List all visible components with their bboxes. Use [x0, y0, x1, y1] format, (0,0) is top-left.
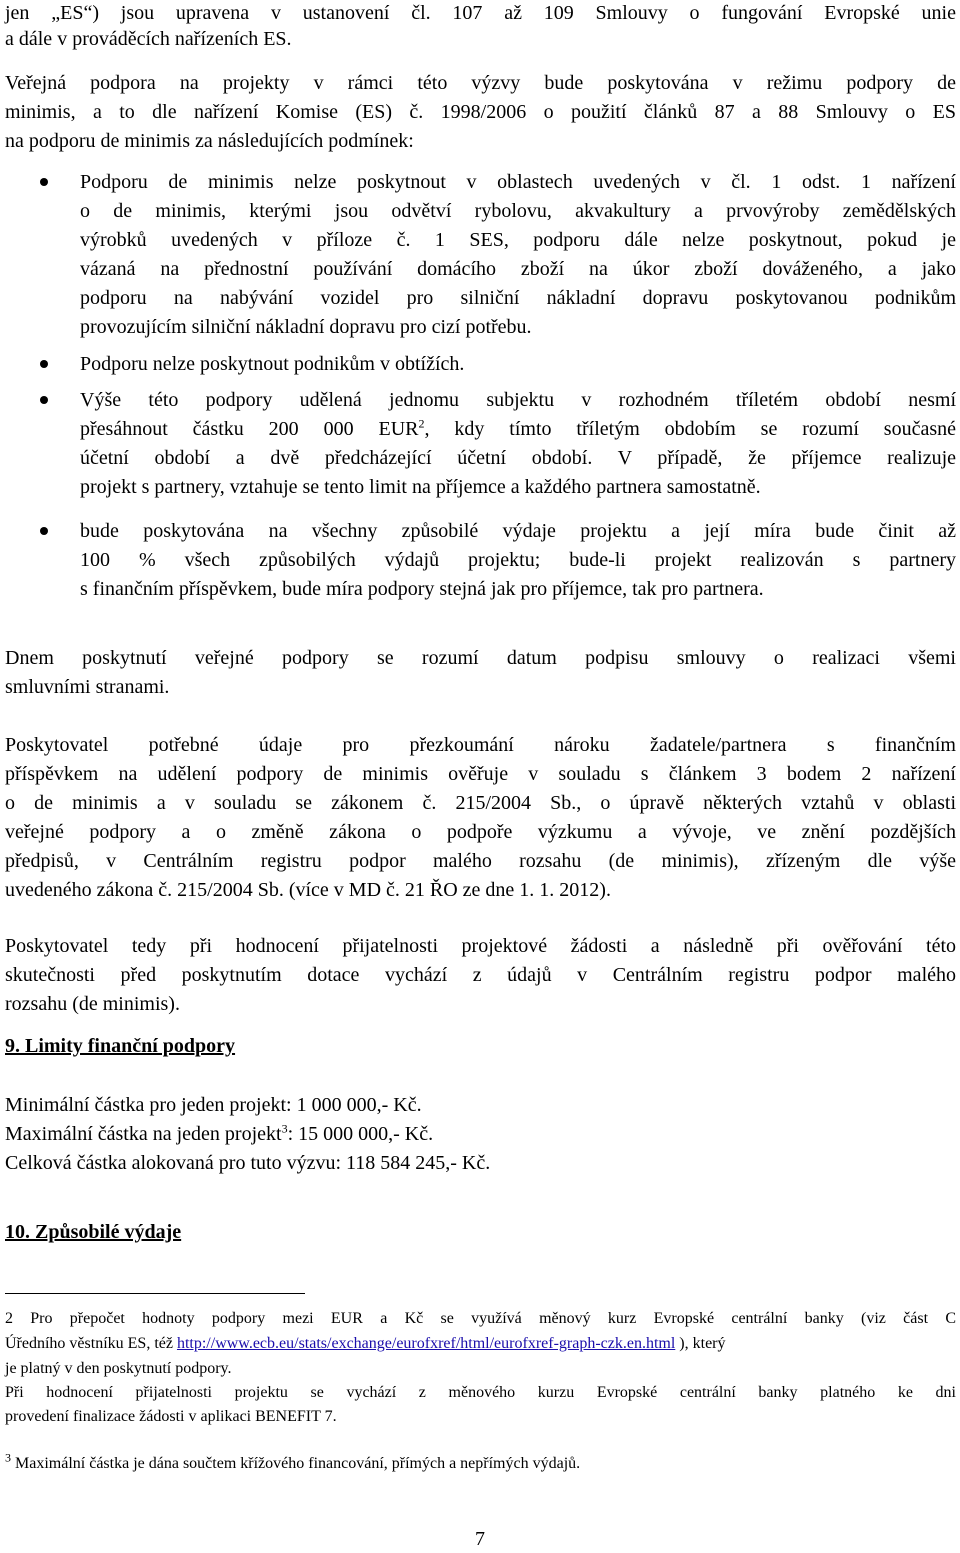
bullet-line: Podporu nelze poskytnout podnikům v obtížích.	[80, 353, 465, 375]
support-line: Veřejná podpora na projekty v rámci této výzvy bude poskytována v režimu podpory de	[5, 72, 956, 94]
bullet-line: bude poskytována na všechny způsobilé výdaje projektu a její míra bude činit až	[80, 520, 956, 542]
intro-line: a dále v prováděcích nařízeních ES.	[5, 28, 292, 50]
footnote-2-line: Při hodnocení přijatelnosti projektu se vychází z měnového kurzu Evropské centrální banky platného ke dni	[5, 1384, 956, 1401]
footnote-ref: 2	[418, 416, 425, 431]
max-amount-value: : 15 000 000,- Kč.	[287, 1123, 434, 1145]
bullet-dot	[40, 360, 48, 368]
min-amount: Minimální částka pro jeden projekt: 1 000 000,- Kč.	[5, 1094, 422, 1116]
bullet-line: Podporu de minimis nelze poskytnout v oblastech uvedených v čl. 1 odst. 1 nařízení	[80, 171, 956, 193]
footnote-text: Úředního věstníku ES, též	[5, 1335, 177, 1352]
max-amount	[5, 1121, 956, 1147]
eval-paragraph-line: Poskytovatel tedy při hodnocení přijatelnosti projektové žádosti a následně při ověřování této	[5, 935, 956, 957]
footnote-3	[5, 1450, 956, 1475]
footnote-separator	[5, 1293, 305, 1294]
date-paragraph-line: smluvními stranami.	[5, 676, 170, 698]
bullet-dot	[40, 527, 48, 535]
bullet-line: projekt s partnery, vztahuje se tento limit na příjemce a každého partnera samostatně.	[80, 476, 761, 498]
bullet-line: výrobků uvedených v příloze č. 1 SES, podporu dále nelze poskytnout, pokud je	[80, 229, 956, 251]
footnote-2-line	[5, 1333, 956, 1355]
support-line: minimis, a to dle nařízení Komise (ES) č. 1998/2006 o použití článků 87 a 88 Smlouvy o ES	[5, 101, 956, 123]
footnote-ref: 3	[281, 1121, 288, 1136]
verify-paragraph-line: veřejné podpory a o změně zákona o podpoře výzkumu a vývoje, ve znění pozdějších	[5, 821, 956, 843]
ecb-exchange-link[interactable]: http://www.ecb.eu/stats/exchange/eurofxref/html/eurofxref-graph-czk.en.html	[176, 1335, 676, 1352]
footnote-2-line: provedení finalizace žádosti v aplikaci BENEFIT 7.	[5, 1408, 337, 1425]
verify-paragraph-line: příspěvkem na udělení podpory de minimis ověřuje v souladu s článkem 3 bodem 2 nařízení	[5, 763, 956, 785]
verify-paragraph-line: uvedeného zákona č. 215/2004 Sb. (více v MD č. 21 ŘO ze dne 1. 1. 2012).	[5, 879, 611, 901]
verify-paragraph-line: o de minimis a v souladu se zákonem č. 215/2004 Sb., o úpravě některých vztahů v oblasti	[5, 792, 956, 814]
footnote-2-line: je platný v den poskytnutí podpory.	[5, 1360, 232, 1377]
bullet-line: podporu na nabývání vozidel pro silniční nákladní dopravu poskytovanou podnikům	[80, 287, 956, 309]
bullet-line: provozujícím silniční nákladní dopravu pro cizí potřebu.	[80, 316, 532, 338]
intro-line: jen „ES“) jsou upravena v ustanovení čl. 107 až 109 Smlouvy o fungování Evropské unie	[5, 2, 956, 24]
footnote-2-line: 2 Pro přepočet hodnoty podpory mezi EUR a Kč se využívá měnový kurz Evropské centrální banky (viz část C	[5, 1310, 956, 1327]
bullet-line: 100 % všech způsobilých výdajů projektu; bude-li projekt realizován s partnery	[80, 549, 956, 571]
section-9-heading: 9. Limity finanční podpory	[5, 1035, 236, 1057]
footnote-text: ), který	[675, 1335, 726, 1352]
date-paragraph-line: Dnem poskytnutí veřejné podpory se rozumí datum podpisu smlouvy o realizaci všemi	[5, 647, 956, 669]
section-10-heading: 10. Způsobilé výdaje	[5, 1221, 182, 1243]
footnote-text: Maximální částka je dána součtem křížového financování, přímých a nepřímých výdajů.	[11, 1455, 581, 1472]
bullet-line	[80, 416, 956, 442]
bullet-dot	[40, 396, 48, 404]
bullet-line: účetní období a dvě předcházející účetní období. V případě, že příjemce realizuje	[80, 447, 956, 469]
bullet-line: Výše této podpory udělená jednomu subjektu v rozhodném tříletém období nesmí	[80, 389, 956, 411]
verify-paragraph-line: Poskytovatel potřebné údaje pro přezkoumání nároku žadatele/partnera s finančním	[5, 734, 956, 756]
max-amount-label: Maximální částka na jeden projekt	[5, 1123, 282, 1145]
bullet-line-text: , kdy tímto tříletým obdobím se rozumí současné	[424, 418, 956, 440]
eval-paragraph-line: skutečnosti před poskytnutím dotace vychází z údajů v Centrálním registru podpor malého	[5, 964, 956, 986]
verify-paragraph-line: předpisů, v Centrálním registru podpor malého rozsahu (de minimis), zřízeným dle výše	[5, 850, 956, 872]
total-amount: Celková částka alokovaná pro tuto výzvu: 118 584 245,- Kč.	[5, 1152, 491, 1174]
bullet-line: o de minimis, kterými jsou odvětví rybolovu, akvakultury a prvovýroby zemědělských	[80, 200, 956, 222]
bullet-line: vázaná na přednostní používání domácího zboží na úkor zboží dováženého, a jako	[80, 258, 956, 280]
page-number: 7	[475, 1528, 485, 1550]
bullet-line: s finančním příspěvkem, bude míra podpory stejná jak pro příjemce, tak pro partnera.	[80, 578, 764, 600]
footnote-number: 3	[5, 1450, 11, 1465]
support-line: na podporu de minimis za následujících podmínek:	[5, 130, 414, 152]
bullet-dot	[40, 178, 48, 186]
eval-paragraph-line: rozsahu (de minimis).	[5, 993, 180, 1015]
bullet-line-text: přesáhnout částku 200 000 EUR	[80, 418, 419, 440]
